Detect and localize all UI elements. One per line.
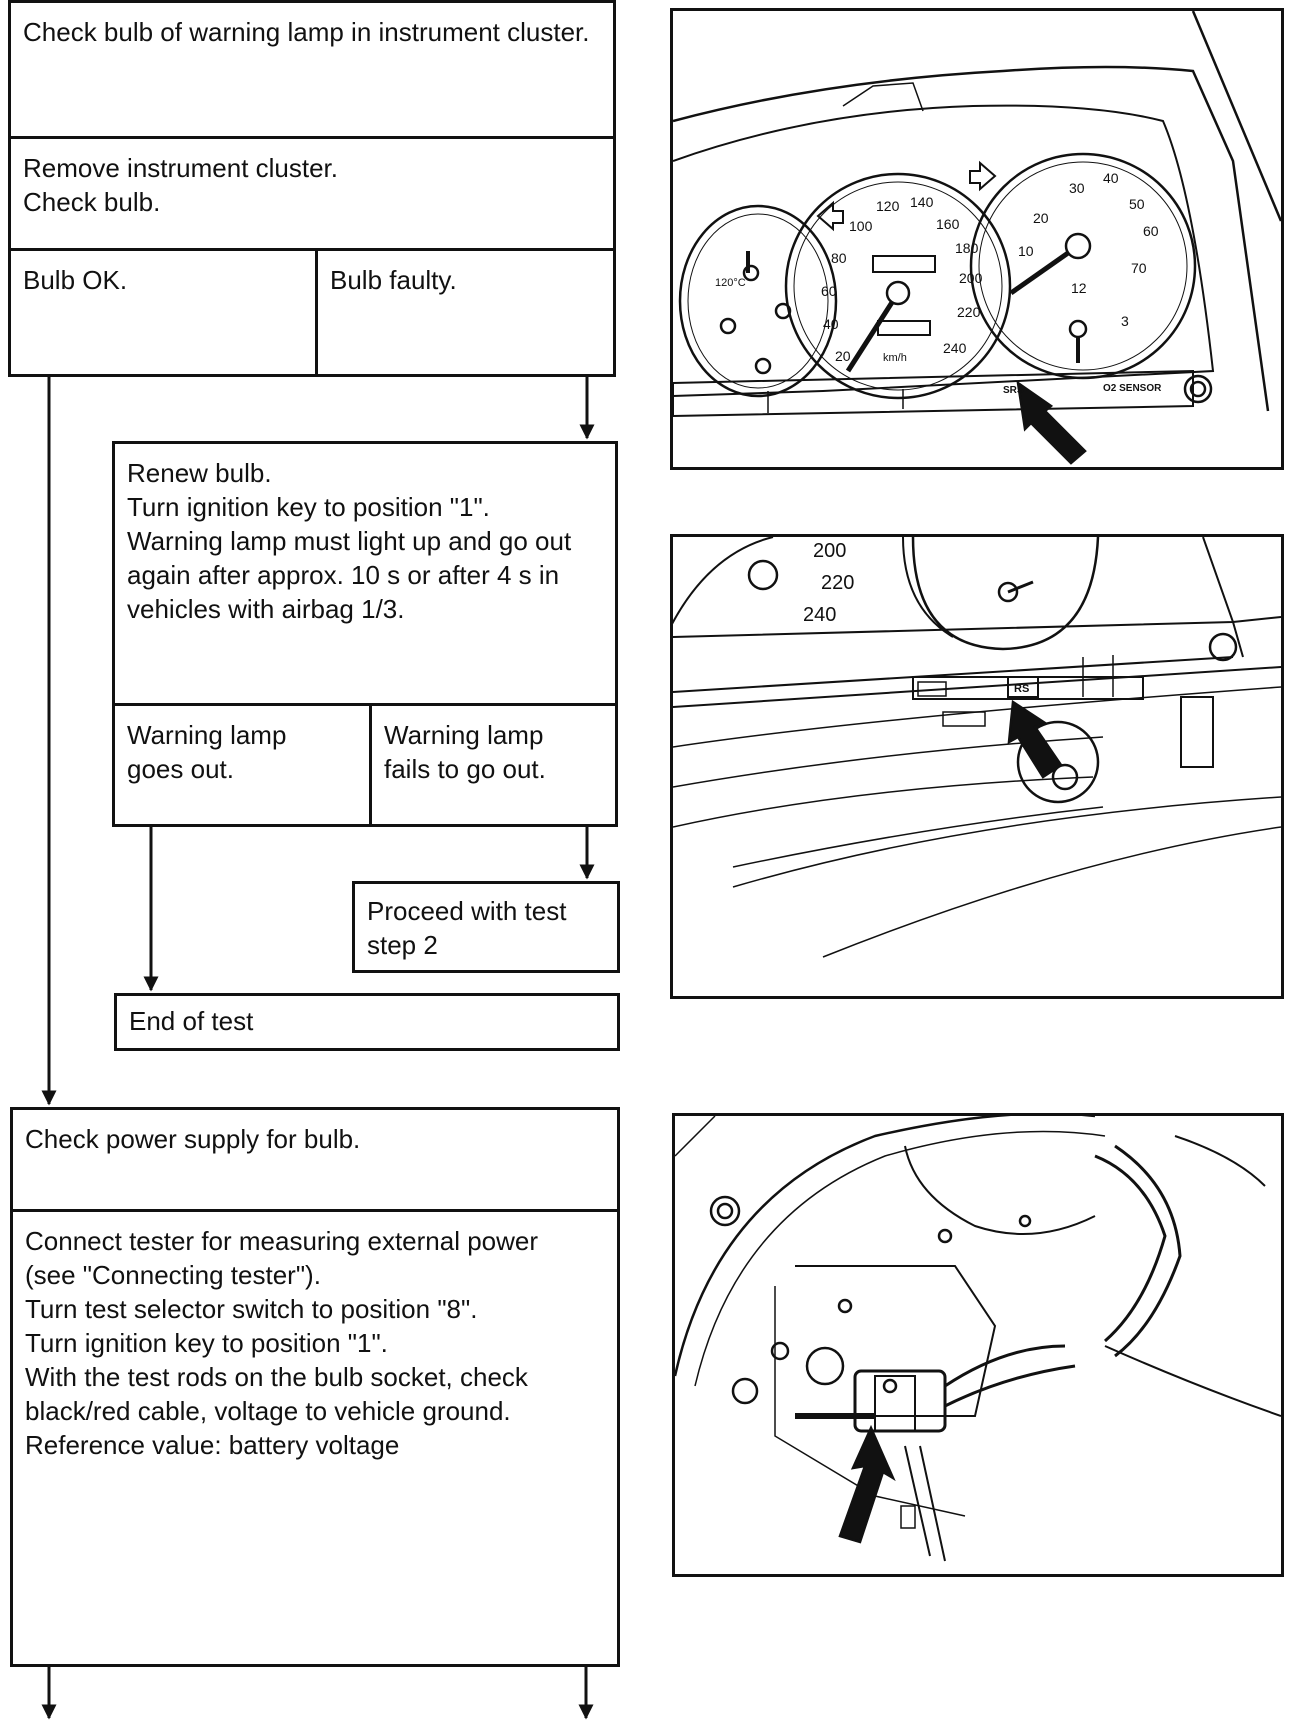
figure-instrument-cluster	[670, 8, 1284, 470]
proceed-text: Proceed with test step 2	[367, 896, 567, 960]
speed-label: 220	[957, 304, 981, 320]
temp-label: 120°C	[715, 277, 746, 289]
rev-label: 20	[1033, 210, 1049, 226]
speed-label: 180	[955, 240, 979, 256]
lamp-fails-text: Warning lamp fails to go out.	[384, 720, 546, 784]
figure-bulb-socket	[672, 1113, 1284, 1577]
renew-bulb-text: Renew bulb. Turn ignition key to position "1". Warning lamp must light up and go out again after approx. 10 s or after 4 s in vehicles with airbag 1/3.	[127, 458, 572, 624]
figure-rs-lamp	[670, 534, 1284, 999]
srs-label: SRS	[1003, 385, 1024, 396]
speed-label: 40	[823, 316, 839, 332]
end-of-test-text: End of test	[129, 1006, 254, 1036]
rev-label: 40	[1103, 170, 1119, 186]
flow-arrows	[0, 0, 640, 1724]
bulb-ok-text: Bulb OK.	[23, 265, 128, 295]
lamp-goes-out-text: Warning lamp goes out.	[127, 720, 287, 784]
speed-label: 80	[831, 250, 847, 266]
speed-label: 60	[821, 283, 837, 299]
speed-label: 140	[910, 194, 934, 210]
rev-label: 50	[1129, 196, 1145, 212]
rev-label: 10	[1018, 243, 1034, 259]
rev-label: 70	[1131, 260, 1147, 276]
speed-label: 100	[849, 218, 873, 234]
speed-label: 240	[943, 340, 967, 356]
remove-cluster-text: Remove instrument cluster. Check bulb.	[23, 153, 339, 217]
rev-label: 60	[1143, 223, 1159, 239]
speed-label: 220	[821, 572, 855, 594]
speed-label: 120	[876, 198, 900, 214]
rev-label: 12	[1071, 280, 1087, 296]
rs-label: RS	[1014, 683, 1030, 695]
check-power-text: Check power supply for bulb.	[25, 1124, 361, 1154]
bulb-faulty-text: Bulb faulty.	[330, 265, 457, 295]
speed-label: 200	[813, 540, 847, 562]
check-bulb-text: Check bulb of warning lamp in instrument cluster.	[23, 17, 590, 47]
speed-label: 200	[959, 270, 983, 286]
speed-label: 240	[803, 604, 837, 626]
rev-label: 3	[1121, 313, 1129, 329]
speed-label: 160	[936, 216, 960, 232]
connect-tester-text: Connect tester for measuring external power (see "Connecting tester"). Turn test selector switch to position "8". Turn ignition key to position "1". With the test rods on the bulb socket, check black/red cable, voltage to vehicle ground. Reference value: battery voltage	[25, 1226, 539, 1460]
o2-sensor-label: O2 SENSOR	[1103, 383, 1162, 394]
rev-label: 30	[1069, 180, 1085, 196]
speed-label: 20	[835, 348, 851, 364]
speed-unit: km/h	[883, 352, 907, 364]
